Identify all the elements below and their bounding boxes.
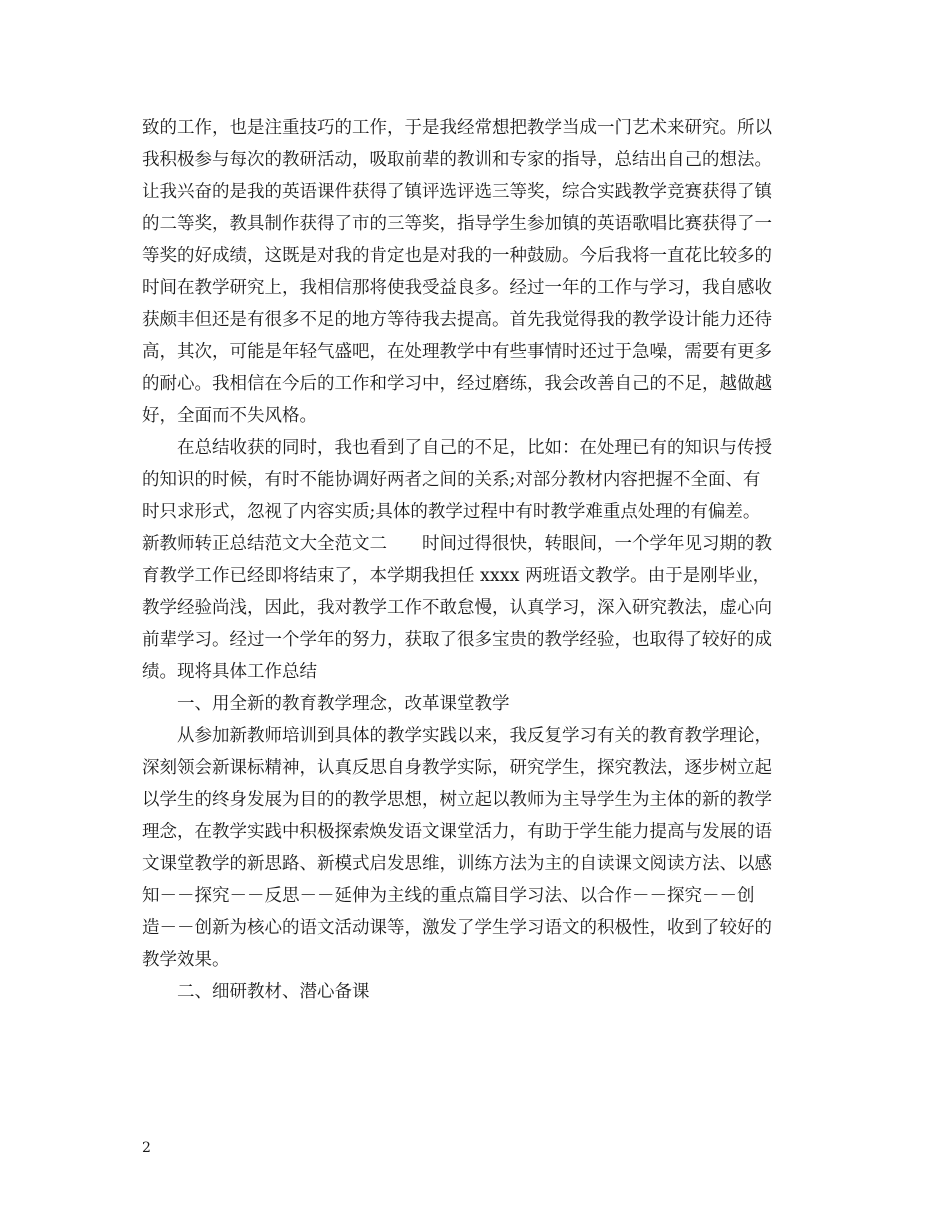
text-line: 前辈学习。经过一个学年的努力，获取了很多宝贵的教学经验，也取得了较好的成 (142, 630, 772, 650)
text-line: 时间在教学研究上，我相信那将使我受益良多。经过一年的工作与学习，我自感收 (142, 278, 772, 298)
text-line: 的二等奖，教具制作获得了市的三等奖，指导学生参加镇的英语歌唱比赛获得了一 (142, 214, 772, 234)
text-line: 获颇丰但还是有很多不足的地方等待我去提高。首先我觉得我的教学设计能力还待 (142, 310, 772, 330)
paragraph-start-line: 在总结收获的同时，我也看到了自己的不足，比如：在处理已有的知识与传授 (177, 438, 772, 458)
text-line: 我积极参与每次的教研活动，吸取前辈的教训和专家的指导，总结出自己的想法。 (142, 150, 772, 170)
text-line: 的知识的时候，有时不能协调好两者之间的关系;对部分教材内容把握不全面、有 (142, 470, 761, 490)
body-text (142, 112, 814, 1008)
text-line: 时只求形式，忽视了内容实质;具体的教学过程中有时教学难重点处理的有偏差。 (142, 502, 761, 522)
text-line: 好，全面而不失风格。 (142, 406, 317, 426)
text-line: 新教师转正总结范文大全范文二 时间过得很快，转眼间，一个学年见习期的教 (142, 534, 772, 554)
text-line: 绩。现将具体工作总结 (142, 662, 317, 682)
text-line: 教学效果。 (142, 950, 230, 970)
paragraph-start-line: 从参加新教师培训到具体的教学实践以来，我反复学习有关的教育教学理论， (177, 726, 772, 746)
page-number: 2 (142, 1140, 151, 1156)
text-line: 知－－探究－－反思－－延伸为主线的重点篇目学习法、以合作－－探究－－创 (142, 886, 755, 906)
text-line: 教学经验尚浅，因此，我对教学工作不敢怠慢，认真学习，深入研究教法，虚心向 (142, 598, 772, 618)
text-line: 等奖的好成绩，这既是对我的肯定也是对我的一种鼓励。今后我将一直花比较多的 (142, 246, 772, 266)
text-line: 深刻领会新课标精神，认真反思自身教学实际，研究学生，探究教法，逐步树立起 (142, 758, 772, 778)
text-line: 致的工作，也是注重技巧的工作，于是我经常想把教学当成一门艺术来研究。所以 (142, 118, 772, 138)
text-line: 高，其次，可能是年轻气盛吧，在处理教学中有些事情时还过于急噪，需要有更多 (142, 342, 772, 362)
text-line: 文课堂教学的新思路、新模式启发思维，训练方法为主的自读课文阅读方法、以感 (142, 854, 772, 874)
text-line: 理念，在教学实践中积极探索焕发语文课堂活力，有助于学生能力提高与发展的语 (142, 822, 772, 842)
text-line: 以学生的终身发展为目的的教学思想，树立起以教师为主导学生为主体的新的教学 (142, 790, 772, 810)
text-line: 造－－创新为核心的语文活动课等，激发了学生学习语文的积极性，收到了较好的 (142, 918, 772, 938)
text-line: 育教学工作已经即将结束了，本学期我担任 xxxx 两班语文教学。由于是刚毕业， (142, 566, 771, 586)
section-heading: 一、用全新的教育教学理念，改革课堂教学 (177, 694, 510, 714)
text-line: 的耐心。我相信在今后的工作和学习中，经过磨练，我会改善自己的不足，越做越 (142, 374, 772, 394)
section-heading: 二、细研教材、潜心备课 (177, 982, 370, 1002)
text-line: 让我兴奋的是我的英语课件获得了镇评选评选三等奖，综合实践教学竞赛获得了镇 (142, 182, 772, 202)
